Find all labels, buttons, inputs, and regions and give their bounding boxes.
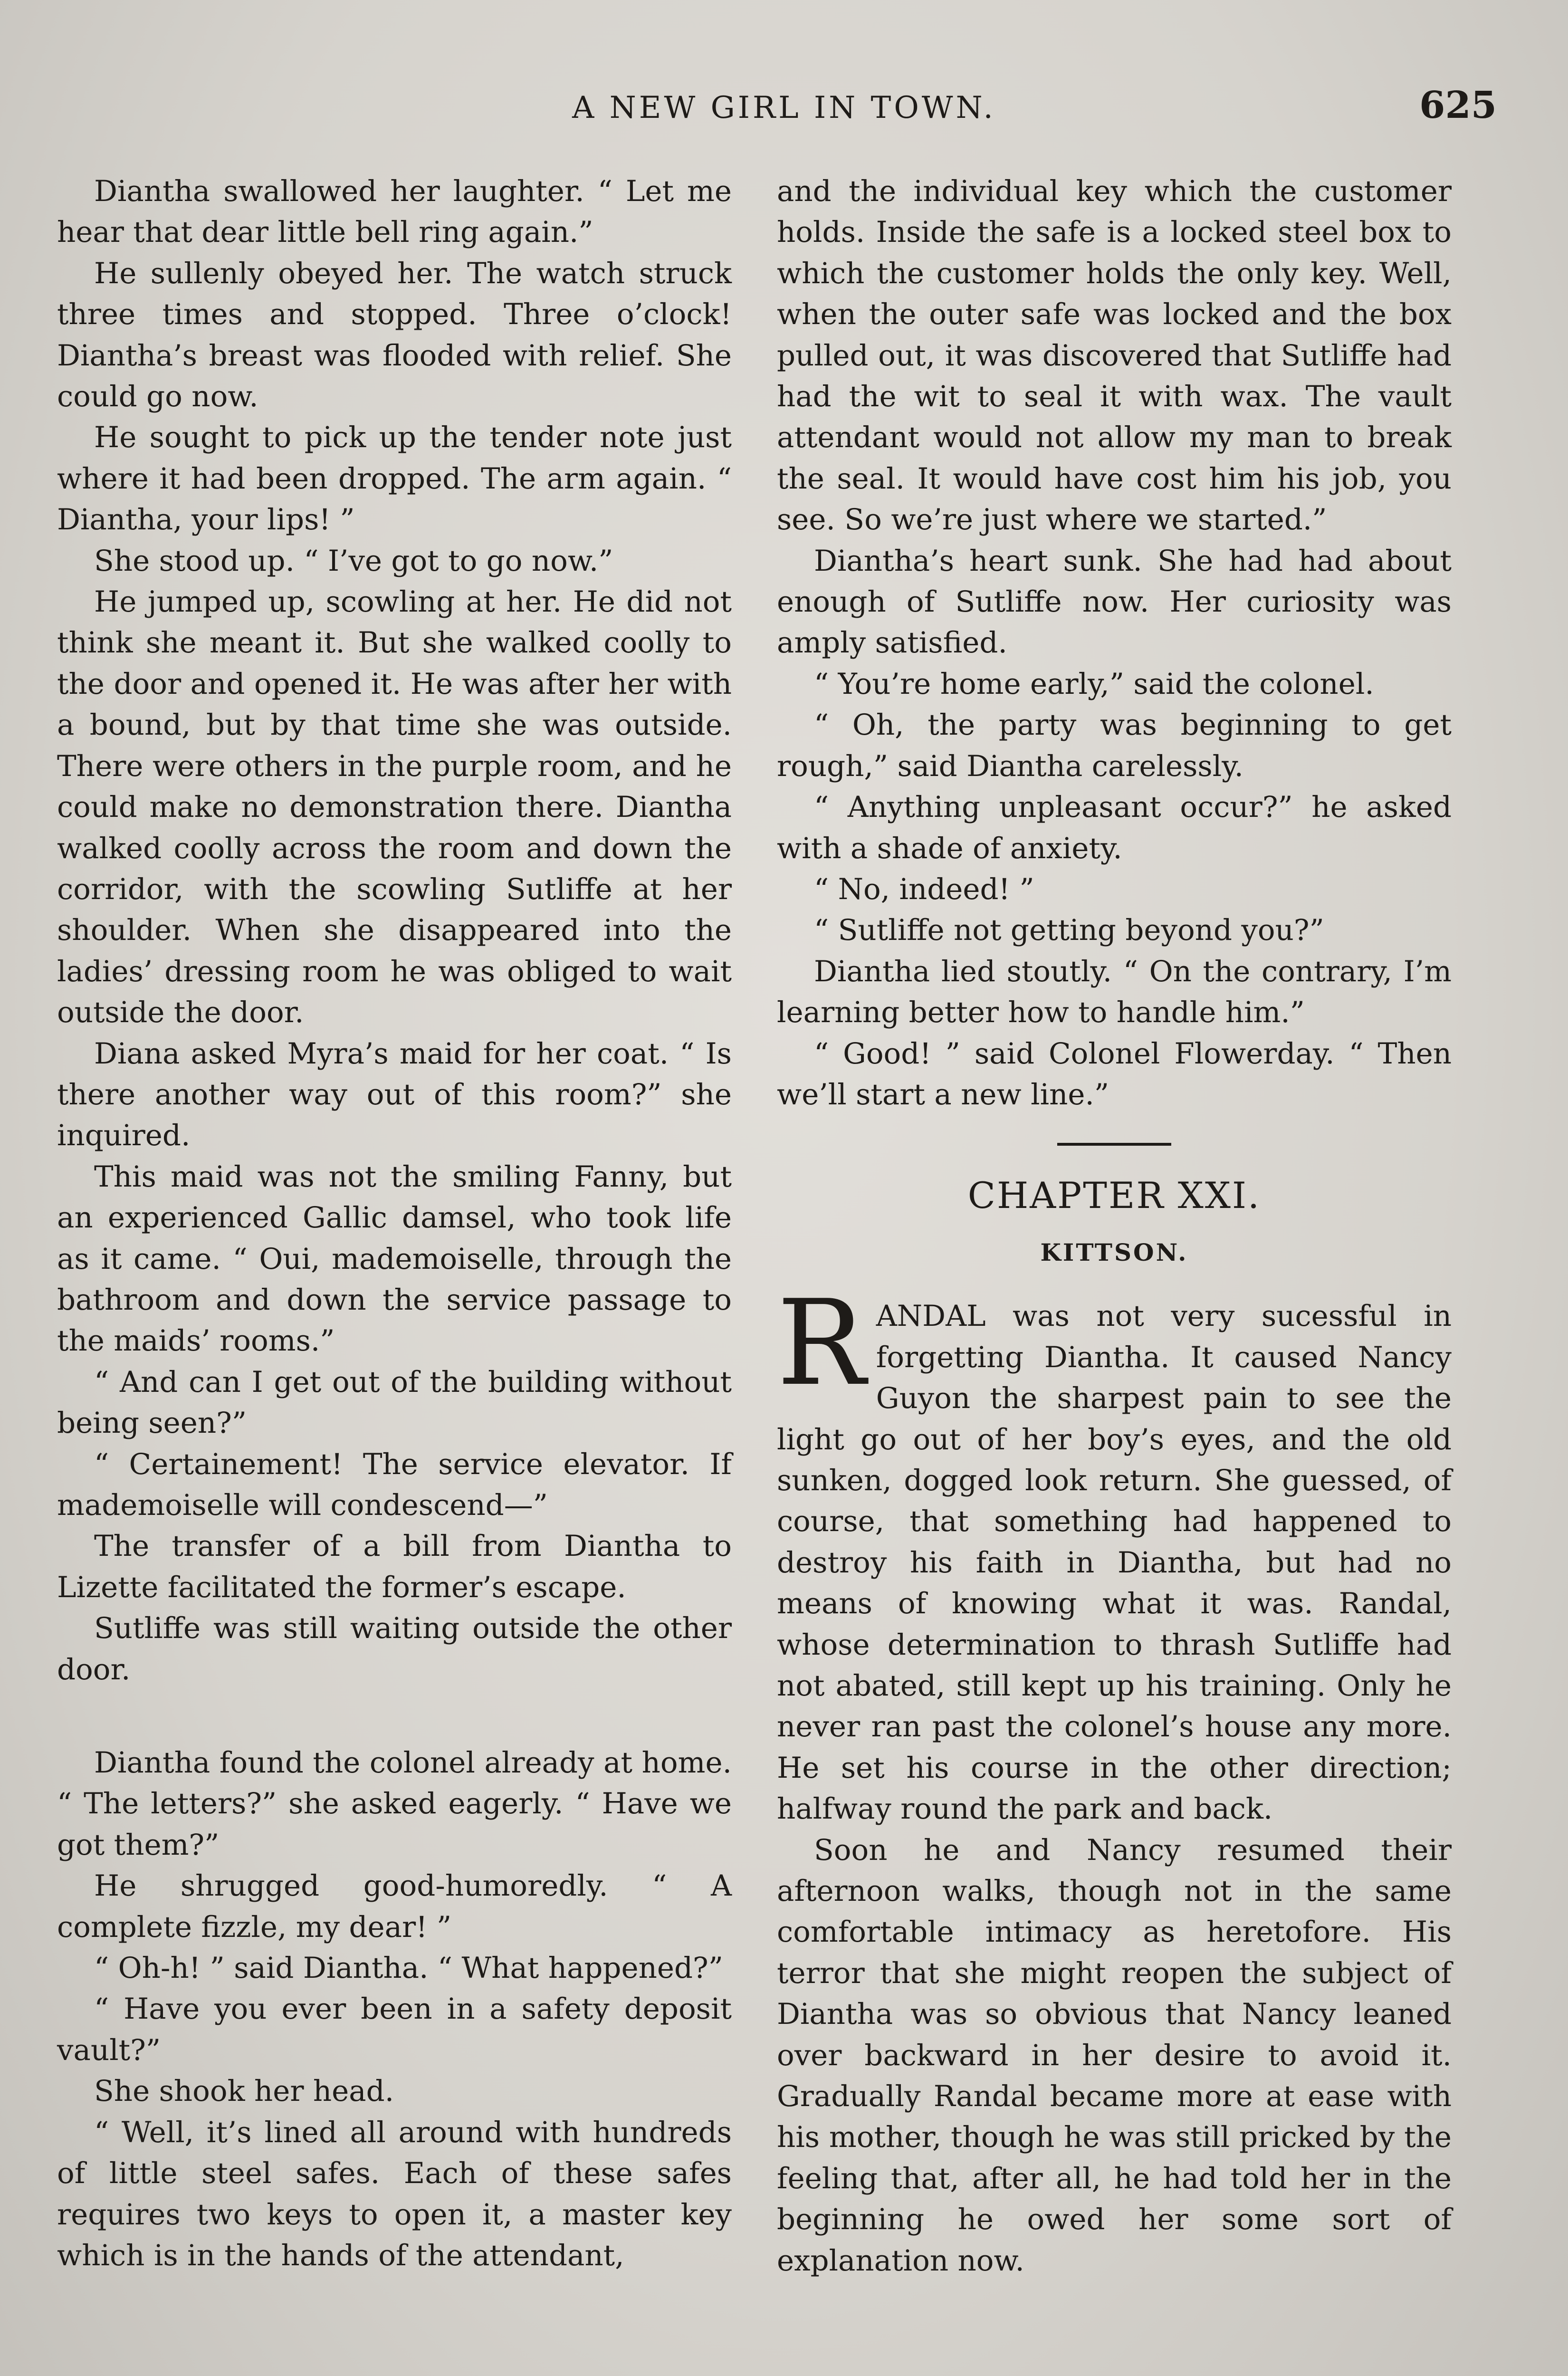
paragraph: She stood up. “ I’ve got to go now.”	[94, 544, 613, 578]
paragraph: “ You’re home early,” said the colonel.	[814, 667, 1374, 701]
paragraph: The transfer of a bill from Diantha to Lizette facilitated the former’s escape.	[57, 1529, 732, 1604]
paragraph: He sullenly obeyed her. The watch struck three times and stopped. Three o’clock! Diantha’s breast was flooded with relief. She could go now.	[57, 256, 732, 414]
right-column	[777, 171, 1452, 2281]
page-number: 625	[1419, 84, 1497, 127]
paragraph: He sought to pick up the tender note just where it had been dropped. The arm again. “ Diantha, your lips! ”	[57, 421, 732, 537]
paragraph: She shook her head.	[94, 2074, 394, 2108]
paragraph: “ No, indeed! ”	[814, 872, 1034, 906]
left-column	[57, 171, 732, 2276]
drop-cap: R	[777, 1275, 866, 1412]
running-title: A NEW GIRL IN TOWN.	[572, 90, 996, 125]
paragraph: “ Anything unpleasant occur?” he asked with a shade of anxiety.	[777, 790, 1452, 865]
paragraph: Diantha’s heart sunk. She had had about enough of Sutliffe now. Her curiosity was amply satisfied.	[777, 544, 1452, 660]
paragraph: “ Have you ever been in a safety deposit vault?”	[57, 1992, 732, 2067]
paragraph: “ Good! ” said Colonel Flowerday. “ Then we’ll start a new line.”	[777, 1036, 1452, 1111]
chapter-heading: CHAPTER XXI.	[967, 1174, 1261, 1217]
running-head	[0, 81, 1568, 133]
paragraph: Soon he and Nancy resumed their afternoon walks, though not in the same comfortable intimacy as heretofore. His terror that she might reopen the subject of Diantha was so obvious that Nancy leaned over backward in her desire to avoid it. Gradually Randal became more at ease with his mother, though he was still pricked by the feeling that, after all, he had told her in the beginning he owed her some sort of explanation now.	[777, 1833, 1452, 2278]
chapter-opening	[777, 1275, 1452, 1830]
paragraph: He shrugged good-humoredly. “ A complete fizzle, my dear! ”	[57, 1869, 732, 1944]
paragraph: “ Certainement! The service elevator. If mademoiselle will condescend—”	[57, 1447, 732, 1522]
paragraph: Diantha swallowed her laughter. “ Let me hear that dear little bell ring again.”	[57, 174, 732, 249]
paragraph: “ And can I get out of the building without being seen?”	[57, 1365, 732, 1440]
paragraph: Diantha found the colonel already at home. “ The letters?” she asked eagerly. “ Have we got them?”	[57, 1746, 732, 1862]
paragraph: Diana asked Myra’s maid for her coat. “ Is there another way out of this room?” she inquired.	[57, 1036, 732, 1153]
paragraph: and the individual key which the customer holds. Inside the safe is a locked steel box to which the customer holds the only key. Well, when the outer safe was locked and the box pulled out, it was discovered that Sutliffe had had the wit to seal it with wax. The vault attendant would not allow my man to break the seal. It would have cost him his job, you see. So we’re just where we started.”	[777, 174, 1452, 537]
paragraph: He jumped up, scowling at her. He did not think she meant it. But she walked coolly to the door and opened it. He was after her with a bound, but by that time she was outside. There were others in the purple room, and he could make no demonstration there. Diantha walked coolly across the room and down the corridor, with the scowling Sutliffe at her shoulder. When she disappeared into the ladies’ dressing room he was obliged to wait outside the door.	[57, 585, 732, 1030]
paragraph: “ Oh-h! ” said Diantha. “ What happened?”	[94, 1951, 723, 1985]
paragraph: “ Oh, the party was beginning to get rough,” said Diantha carelessly.	[777, 708, 1452, 783]
paragraph: Sutliffe was still waiting outside the other door.	[57, 1611, 732, 1686]
paragraph: Diantha lied stoutly. “ On the contrary, I’m learning better how to handle him.”	[777, 954, 1452, 1030]
section-break	[57, 1690, 732, 1743]
paragraph: ANDAL was not very sucessful in forgetting Diantha. It caused Nancy Guyon the sharpest pain to see the light go out of her boy’s eyes, and the old sunken, dogged look return. She guessed, of course, that something had happened to destroy his faith in Diantha, but had no means of knowing what it was. Randal, whose determination to thrash Sutliffe had not abated, still kept up his training. Only he never ran past the colonel’s house any more. He set his course in the other direction; halfway round the park and back.	[777, 1299, 1452, 1826]
paragraph: This maid was not the smiling Fanny, but an experienced Gallic damsel, who took life as it came. “ Oui, mademoiselle, through the bathroom and down the service passage to the maids’ rooms.”	[57, 1159, 732, 1358]
paragraph: “ Sutliffe not getting beyond you?”	[814, 913, 1324, 948]
paragraph: “ Well, it’s lined all around with hundreds of little steel safes. Each of these safes requires two keys to open it, a master key which is in the hands of the attendant,	[57, 2115, 732, 2272]
chapter-subtitle: KITTSON.	[1040, 1238, 1188, 1267]
section-rule	[1057, 1143, 1171, 1146]
